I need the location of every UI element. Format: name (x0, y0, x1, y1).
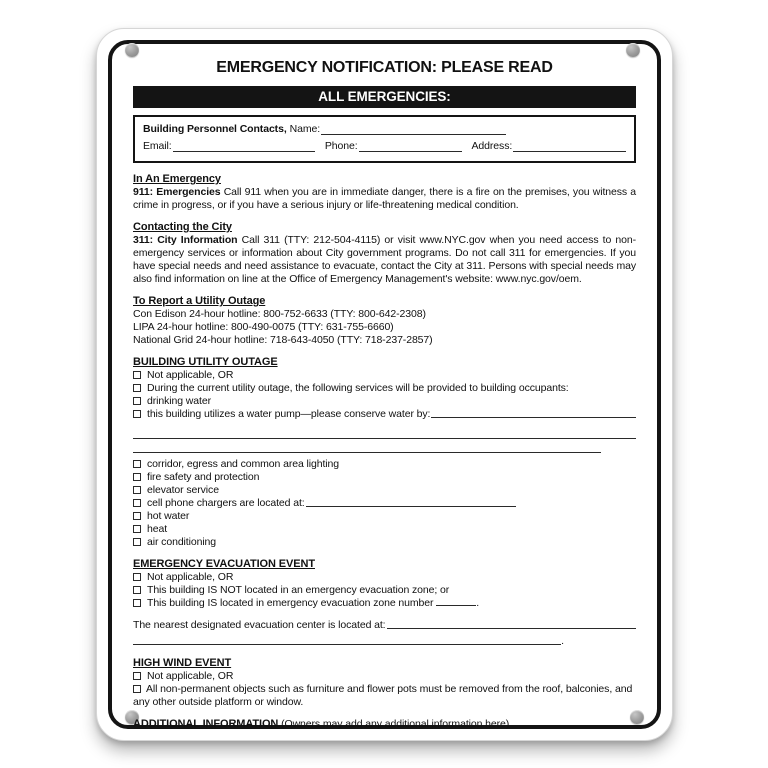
section-heading: To Report a Utility Outage (133, 295, 266, 307)
checkbox-label: heat (147, 523, 168, 535)
checkbox-item-zone-number (133, 597, 636, 610)
blank-write-line (133, 452, 601, 453)
section-in-an-emergency (133, 172, 636, 212)
checkbox-item (133, 369, 636, 382)
checkbox-icon (133, 538, 141, 546)
checkbox-label: This building IS located in emergency evacuation zone number (147, 597, 434, 609)
checkbox-label: Not applicable, OR (147, 670, 234, 682)
section-additional-information (133, 717, 636, 731)
sentence-period: . (561, 635, 564, 647)
sign-plate (96, 28, 673, 741)
address-write-line (513, 135, 626, 152)
checkbox-icon (133, 599, 141, 607)
checkbox-icon (133, 512, 141, 520)
checkbox-icon (133, 586, 141, 594)
checkbox-icon (133, 573, 141, 581)
nearest-label: The nearest designated evacuation center is located at: (133, 619, 386, 631)
section-heading: ADDITIONAL INFORMATION (133, 718, 279, 730)
checkbox-icon (133, 397, 141, 405)
checkbox-icon (133, 672, 141, 680)
write-line (431, 405, 636, 418)
sign-content (133, 51, 636, 739)
checkbox-label: During the current utility outage, the following services will be provided to building occupants: (147, 382, 569, 394)
checkbox-icon (133, 685, 141, 693)
hotline-con-edison: Con Edison 24-hour hotline: 800-752-6633 (TTY: 800-642-2308) (133, 308, 426, 320)
checkbox-label: This building IS NOT located in an emergency evacuation zone; or (147, 584, 450, 596)
name-label: Name: (289, 123, 321, 135)
section-report-utility-outage (133, 294, 636, 347)
section-heading: In An Emergency (133, 173, 221, 185)
name-write-line (321, 118, 506, 135)
section-heading: Contacting the City (133, 221, 232, 233)
checkbox-item (133, 523, 636, 536)
checkbox-label: elevator service (147, 484, 219, 496)
checkbox-icon (133, 486, 141, 494)
checkbox-icon (133, 410, 141, 418)
hotline-national-grid: National Grid 24-hour hotline: 718-643-4050 (TTY: 718-237-2857) (133, 334, 433, 346)
section-emergency-evacuation-event (133, 557, 636, 648)
contacts-detail-row (143, 138, 626, 155)
address-label: Address: (471, 140, 513, 152)
checkbox-label: this building utilizes a water pump—please conserve water by: (147, 408, 431, 420)
email-label: Email: (143, 140, 172, 152)
checkbox-icon (133, 473, 141, 481)
checkbox-label: cell phone chargers are located at: (147, 497, 305, 509)
building-personnel-contacts-box (133, 115, 636, 163)
checkbox-item-cell-chargers (133, 497, 636, 510)
checkbox-label: Not applicable, OR (147, 369, 234, 381)
checkbox-icon (133, 525, 141, 533)
zone-number-write-line (436, 597, 476, 606)
additional-note: (Owners may add any additional information here) (281, 718, 510, 730)
checkbox-icon (133, 371, 141, 379)
hotline-lipa: LIPA 24-hour hotline: 800-490-0075 (TTY: 631-755-6660) (133, 321, 394, 333)
checkbox-label: Not applicable, OR (147, 571, 234, 583)
section-heading: BUILDING UTILITY OUTAGE (133, 356, 278, 368)
checkbox-item (133, 571, 636, 584)
blank-write-line (133, 438, 636, 439)
nearest-evacuation-center (133, 619, 636, 648)
checkbox-label: hot water (147, 510, 190, 522)
checkbox-label: All non-permanent objects such as furniture and flower pots must be removed from the roof, balconies, and any other outside platform or window. (133, 683, 633, 708)
phone-label: Phone: (324, 140, 358, 152)
checkbox-label: drinking water (147, 395, 211, 407)
email-write-line (173, 135, 315, 152)
checkbox-icon (133, 499, 141, 507)
paragraph-lead: 911: Emergencies (133, 186, 221, 198)
checkbox-item (133, 670, 636, 683)
paragraph-body: Call 311 (TTY: 212-504-4115) or visit www.NYC.gov when you need access to non-emergency services or information about City government programs. Do not call 311 for emergencies. If you have special needs and need assistance to evacuate, contact the City at 311. Persons with special needs may also find information on line at the Office of Emergency Management's website: www.nyc.gov/oem. (133, 234, 636, 285)
checkbox-item (133, 458, 636, 471)
checkbox-label: air conditioning (147, 536, 217, 548)
paragraph-body: Call 911 when you are in immediate danger, there is a fire on the premises, you witness a crime in progress, or if you have a serious injury or life-threatening medical condition. (133, 186, 636, 211)
section-building-utility-outage (133, 355, 636, 549)
checkbox-item (133, 382, 636, 395)
write-line (387, 616, 637, 629)
checkbox-item (133, 510, 636, 523)
section-paragraph (133, 234, 636, 286)
checkbox-item (133, 471, 636, 484)
section-paragraph (133, 186, 636, 212)
paragraph-lead: 311: City Information (133, 234, 238, 246)
contacts-heading: Building Personnel Contacts, (143, 123, 287, 135)
phone-write-line (359, 135, 462, 152)
checkbox-icon (133, 384, 141, 392)
section-contacting-the-city (133, 220, 636, 286)
sentence-period: . (476, 597, 480, 609)
sign-title: EMERGENCY NOTIFICATION: PLEASE READ (216, 59, 553, 76)
write-line (133, 632, 561, 645)
checkbox-label: corridor, egress and common area lighting (147, 458, 340, 470)
checkbox-icon (133, 460, 141, 468)
checkbox-item (133, 536, 636, 549)
checkbox-item-high-wind (133, 683, 636, 709)
write-line (306, 494, 516, 507)
checkbox-item (133, 584, 636, 597)
checkbox-item-water-pump (133, 408, 636, 421)
all-emergencies-banner: ALL EMERGENCIES: (133, 86, 636, 108)
section-heading: EMERGENCY EVACUATION EVENT (133, 558, 315, 570)
checkbox-label: fire safety and protection (147, 471, 260, 483)
section-heading: HIGH WIND EVENT (133, 657, 232, 669)
section-high-wind-event (133, 656, 636, 709)
